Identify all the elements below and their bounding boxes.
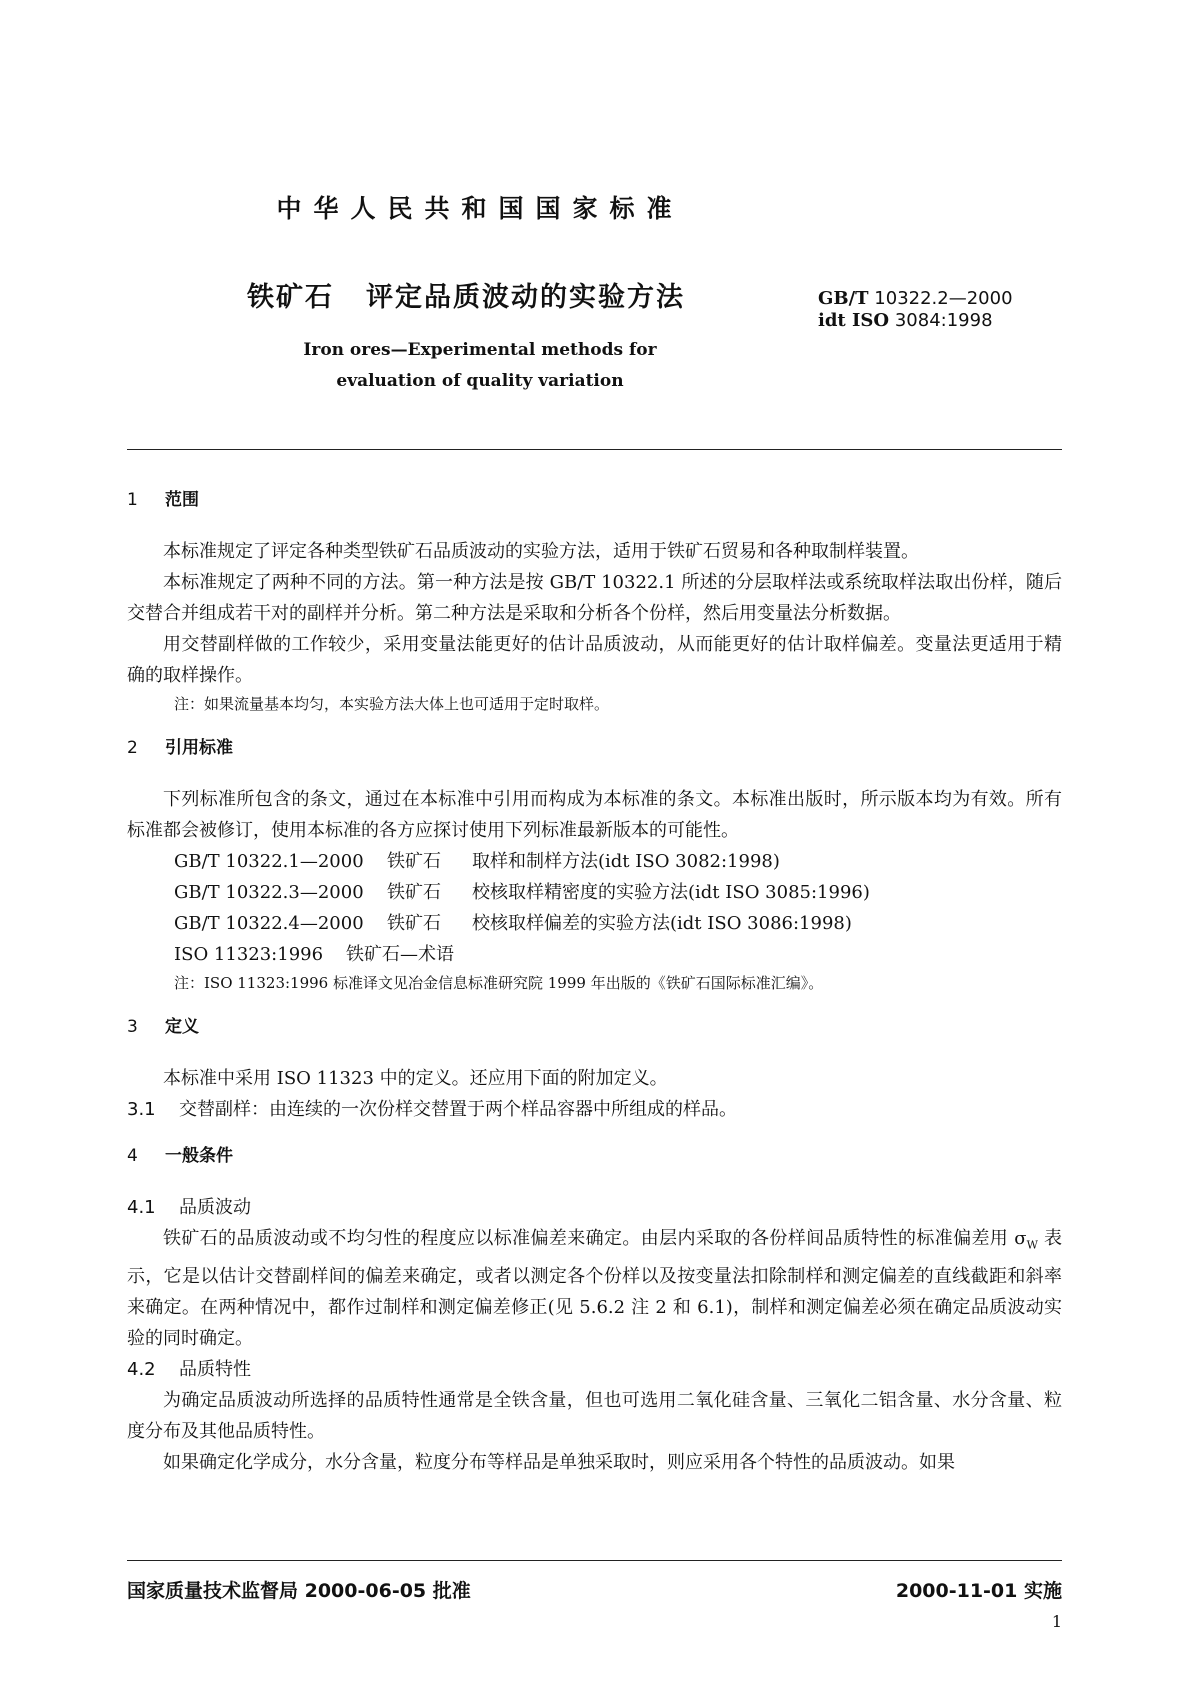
document-title-cn	[247, 275, 685, 314]
section-3-paragraph-1: 本标准中采用 ISO 11323 中的定义。还应用下面的附加定义。	[163, 1068, 668, 1089]
idt-prefix: idt ISO	[818, 310, 890, 331]
section-2-paragraph-1: 下列标准所包含的条文，通过在本标准中引用而构成为本标准的条文。本标准出版时，所示版本均为有效。所有标准都会被修订，使用本标准的各方应探讨使用下列标准最新版本的可能性。	[127, 789, 1062, 841]
approval-date: 国家质量技术监督局 2000-06-05 批准	[127, 1580, 471, 1602]
page-number: 1	[1051, 1612, 1062, 1631]
title-en-line1: Iron ores—Experimental methods for	[303, 340, 657, 360]
section-4-heading: 4 一般条件	[127, 1146, 233, 1166]
section-1-paragraph-3: 用交替副样做的工作较少，采用变量法能更好的估计品质波动，从而能更好的估计取样偏差。变量法更适用于精确的取样操作。	[127, 634, 1062, 686]
document-title-en	[0, 335, 960, 397]
sigma-subscript: W	[1026, 1238, 1038, 1252]
header-divider	[127, 449, 1062, 450]
title-cn-part1: 铁矿石	[247, 282, 334, 313]
definition-3-1: 3.1 交替副样：由连续的一次份样交替置于两个样品容器中所组成的样品。	[127, 1099, 737, 1120]
subsection-4-2-heading: 4.2 品质特性	[127, 1358, 251, 1380]
subsection-4-2-paragraph-1: 为确定品质波动所选择的品质特性通常是全铁含量，但也可选用二氧化硅含量、三氧化二铝含量、水分含量、粒度分布及其他品质特性。	[127, 1389, 1062, 1442]
std-code-prefix: GB/T	[818, 288, 869, 309]
std-code-number: 10322.2—2000	[874, 288, 1013, 309]
section-2-note: 注：ISO 11323:1996 标准译文见冶金信息标准研究院 1999 年出版的《铁矿石国际标准汇编》。	[174, 974, 824, 992]
section-3-heading: 3 定义	[127, 1017, 199, 1037]
reference-item: GB/T 10322.3—2000 铁矿石 校核取样精密度的实验方法(idt ISO 3085:1996)	[174, 882, 870, 903]
standard-number-block	[818, 288, 1013, 332]
section-1-paragraph-1: 本标准规定了评定各种类型铁矿石品质波动的实验方法，适用于铁矿石贸易和各种取制样装置。	[163, 541, 919, 562]
subsection-4-1-paragraph: 铁矿石的品质波动或不均匀性的程度应以标准偏差来确定。由层内采取的各份样间品质特性的标准偏差用 $\sigma_W$ 表示，它是以估计交替副样间的偏差来确定，或者以测定各个份样以及按变量法扣除制样和测定偏差的直线截距和斜率来确定。在两种情况中，都作过制样和测定偏差修正(见 5.6.2 注 2 和 6.1)，制样和测定偏差必须在确定品质波动实验的同时确定。	[127, 1228, 1062, 1349]
reference-item: GB/T 10322.4—2000 铁矿石 校核取样偏差的实验方法(idt ISO 3086:1998)	[174, 913, 852, 934]
title-cn-part2: 评定品质波动的实验方法	[366, 282, 685, 313]
effective-date: 2000-11-01 实施	[895, 1580, 1062, 1602]
national-standard-title: 中华人民共和国国家标准	[276, 194, 684, 223]
section-1-paragraph-2: 本标准规定了两种不同的方法。第一种方法是按 GB/T 10322.1 所述的分层取样法或系统取样法取出份样，随后交替合并组成若干对的副样并分析。第二种方法是采取和分析各个份样，然后用变量法分析数据。	[127, 572, 1062, 624]
document-body	[127, 485, 1062, 1478]
section-1-note: 注：如果流量基本均匀，本实验方法大体上也可适用于定时取样。	[174, 695, 610, 713]
subsection-4-2-paragraph-2: 如果确定化学成分，水分含量，粒度分布等样品是单独采取时，则应采用各个特性的品质波动。如果	[163, 1451, 955, 1473]
section-1-heading: 1 范围	[127, 490, 199, 510]
idt-number: 3084:1998	[894, 310, 993, 331]
reference-item: GB/T 10322.1—2000 铁矿石 取样和制样方法(idt ISO 3082:1998)	[174, 851, 780, 872]
reference-item-iso: ISO 11323:1996 铁矿石—术语	[174, 944, 454, 965]
section-2-heading: 2 引用标准	[127, 738, 233, 758]
title-en-line2: evaluation of quality variation	[336, 371, 624, 391]
subsection-4-1-heading: 4.1 品质波动	[127, 1197, 251, 1218]
footer-divider	[127, 1560, 1062, 1561]
